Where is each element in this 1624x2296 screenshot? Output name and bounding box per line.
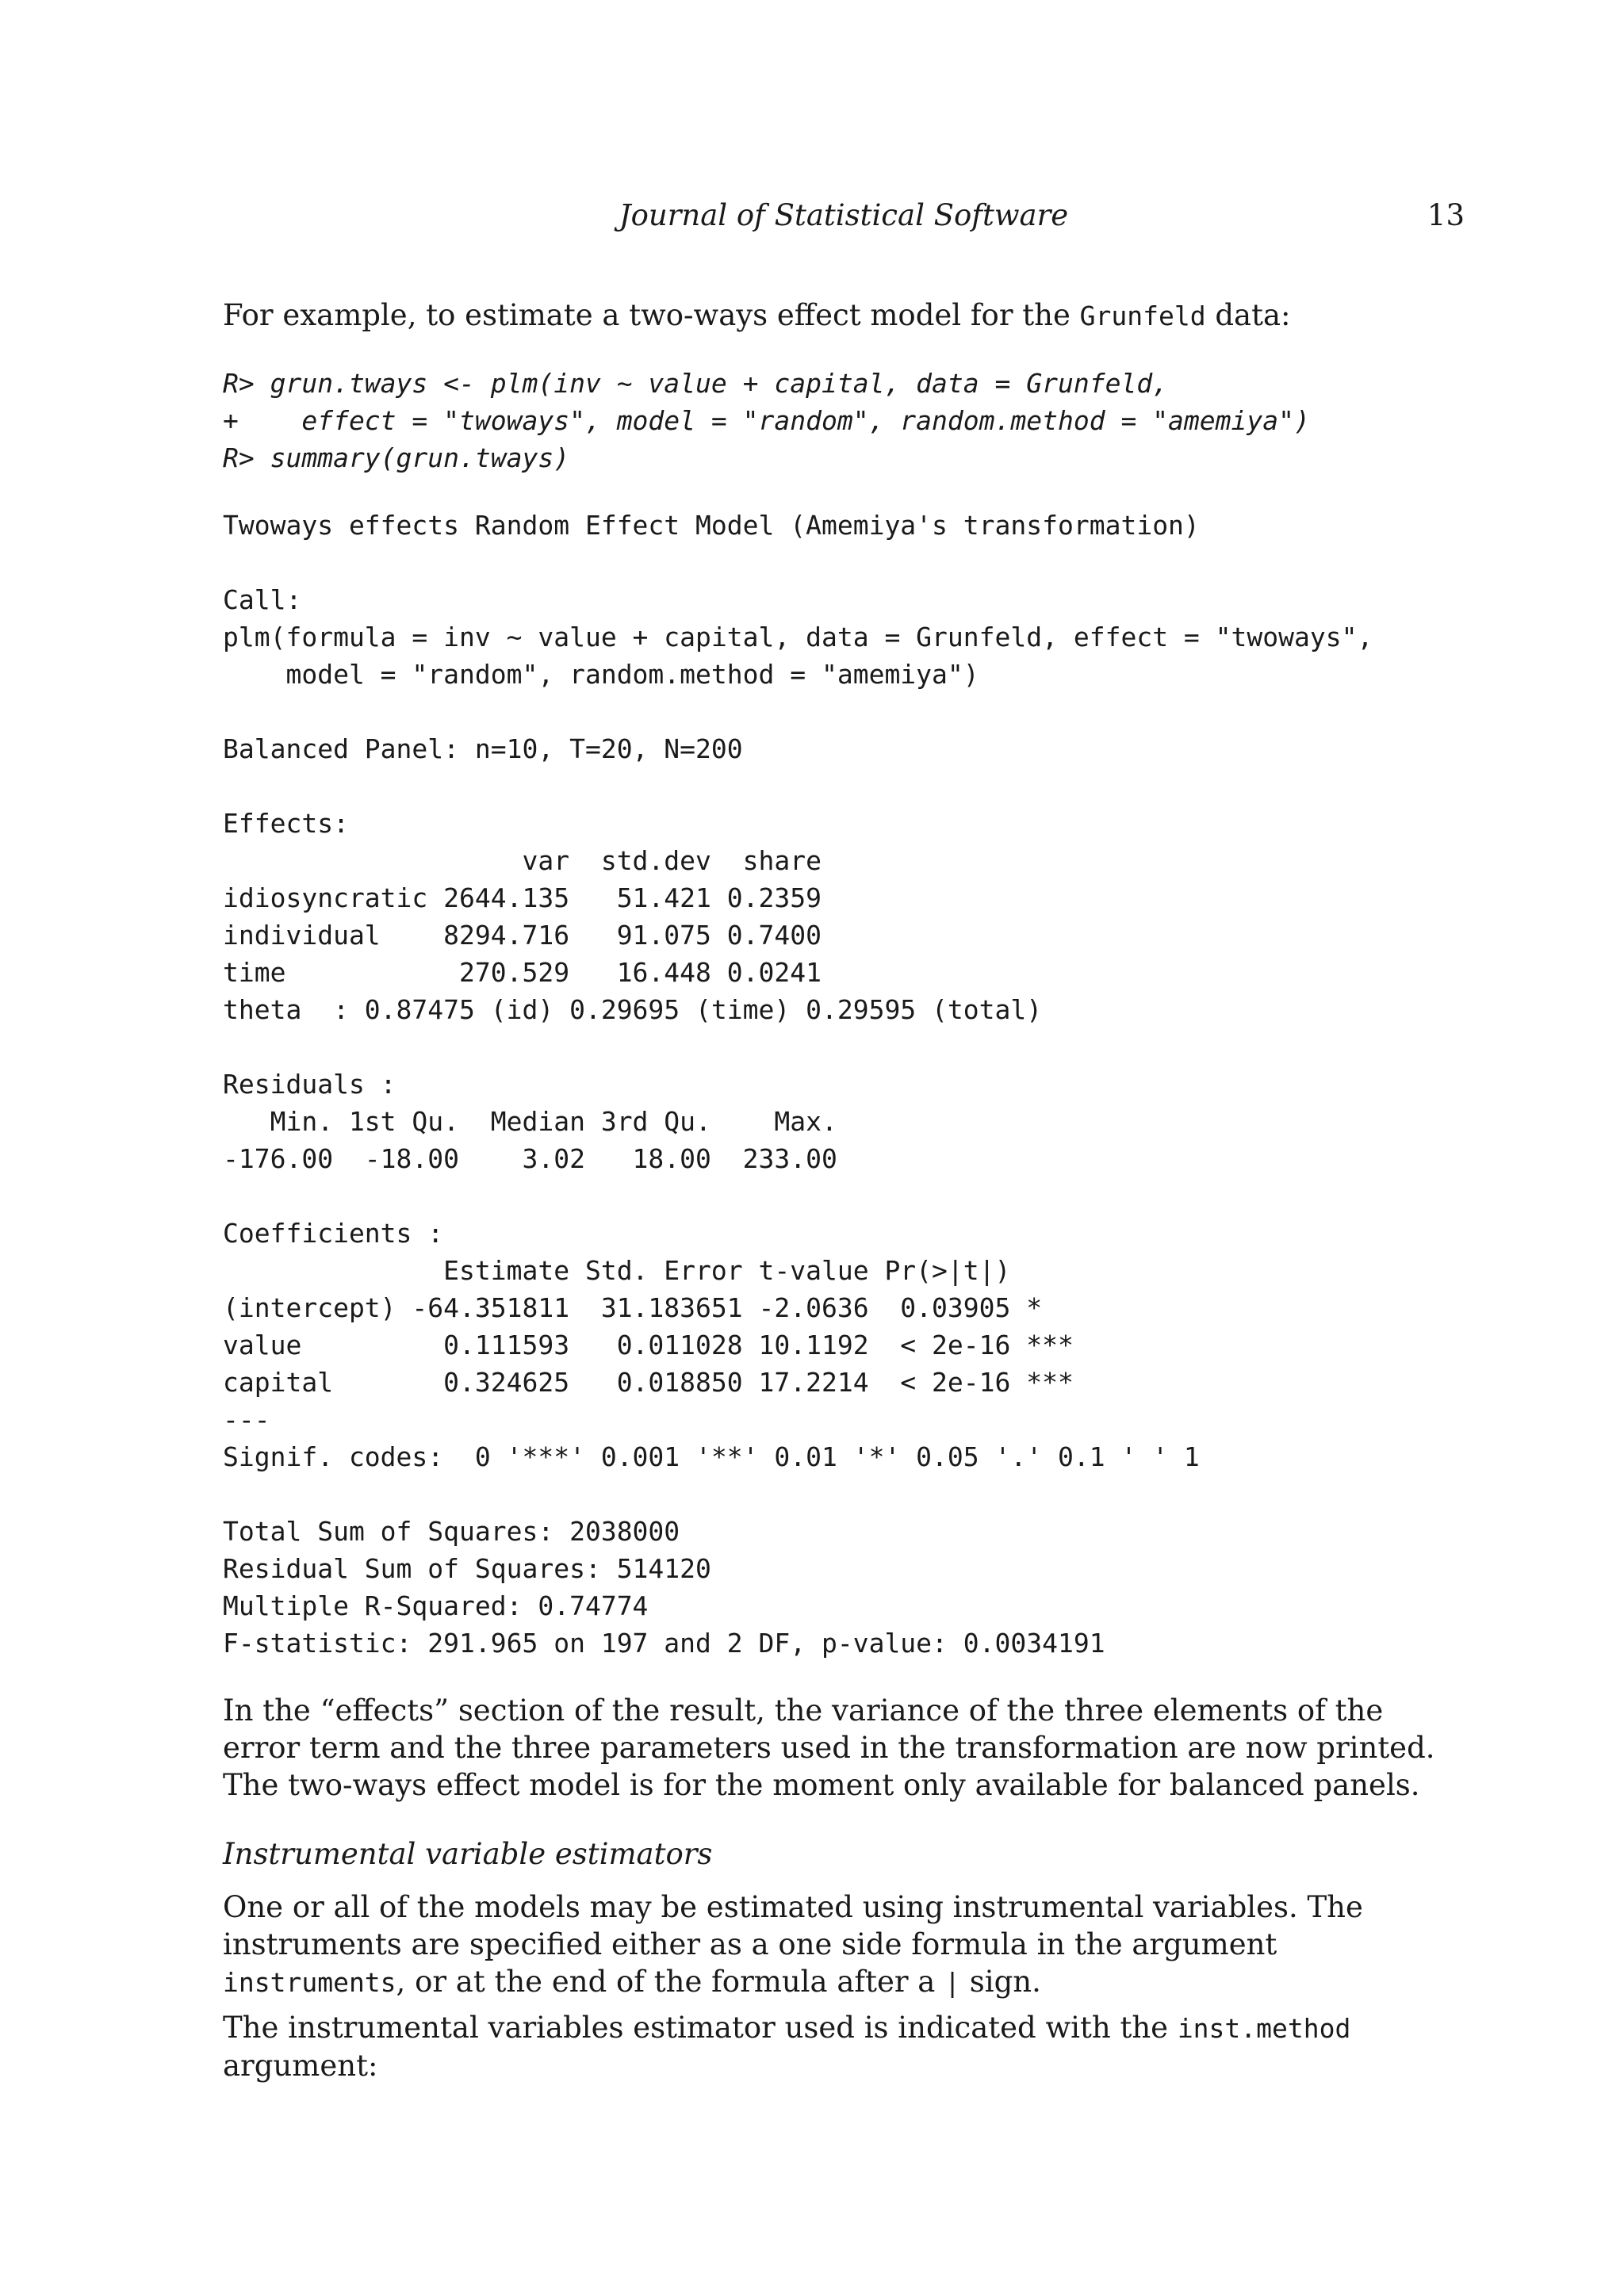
instruments-text-3: sign. (960, 1965, 1041, 1999)
inline-code-instruments: instruments (223, 1967, 396, 1998)
r-code-input: R> grun.tways <- plm(inv ~ value + capital, data = Grunfeld, + effect = "twoways", model = "random", random.method = "amemiya") R> summary(grun.tways) (223, 368, 1310, 473)
running-header (223, 198, 1465, 243)
inst-method-text: The instrumental variables estimator used is indicated with the (223, 2011, 1178, 2045)
page-number: 13 (1427, 198, 1465, 232)
r-summary-output: Twoways effects Random Effect Model (Amemiya's transformation) Call: plm(formula = inv ~ value + capital, data = Grunfeld, effect = "twoways", model = "random", random.method = "amemiya") Balanced Panel: n=10, T=20, N=200 Effects: var std.dev share idiosyncratic 2644.135 51.421 0.2359 individual 8294.716 91.075 0.7400 time 270.529 16.448 0.0241 theta : 0.87475 (id) 0.29695 (time) 0.29595 (total) Residuals : Min. 1st Qu. Median 3rd Qu. Max. -176.00 -18.00 3.02 18.00 233.00 Coefficients : Estimate Std. Error t-value Pr(>|t|) (intercept) -64.351811 31.183651 -2.0636 0.03905 * value 0.111593 0.011028 10.1192 < 2e-16 *** capital 0.324625 0.018850 17.2214 < 2e-16 *** --- Signif. codes: 0 '***' 0.001 '**' 0.01 '*' 0.05 '.' 0.1 ' ' 1 Total Sum of Squares: 2038000 Residual Sum of Squares: 514120 Multiple R-Squared: 0.74774 F-statistic: 291.965 on 197 and 2 DF, p-value: 0.0034191 (223, 510, 1373, 1659)
inline-code-grunfeld: Grunfeld (1079, 300, 1206, 331)
journal-title: Journal of Statistical Software (619, 198, 1069, 232)
subsection-heading: Instrumental variable estimators (223, 1837, 713, 1871)
inline-code-inst-method: inst.method (1177, 2013, 1351, 2044)
instruments-text-1: One or all of the models may be estimated using instrumental variables. The instruments are specified either as a one side formula in the argument (223, 1890, 1363, 1961)
effects-paragraph: In the “effects” section of the result, the variance of the three elements of the error term and the three parameters used in the transformation are now printed. The two-ways effect model is for the moment only available for balanced panels. (223, 1693, 1435, 1802)
page (223, 198, 1465, 2084)
intro-text-end: data: (1205, 298, 1291, 332)
intro-text: For example, to estimate a two-ways effect model for the (223, 298, 1080, 332)
intro-paragraph (223, 297, 1465, 335)
inline-code-pipe: | (944, 1967, 960, 1998)
inst-method-text-end: argument: (223, 2049, 378, 2083)
instruments-text-2: , or at the end of the formula after a (396, 1965, 945, 1999)
instruments-paragraph (223, 1888, 1465, 2001)
inst-method-paragraph (223, 2009, 1465, 2084)
